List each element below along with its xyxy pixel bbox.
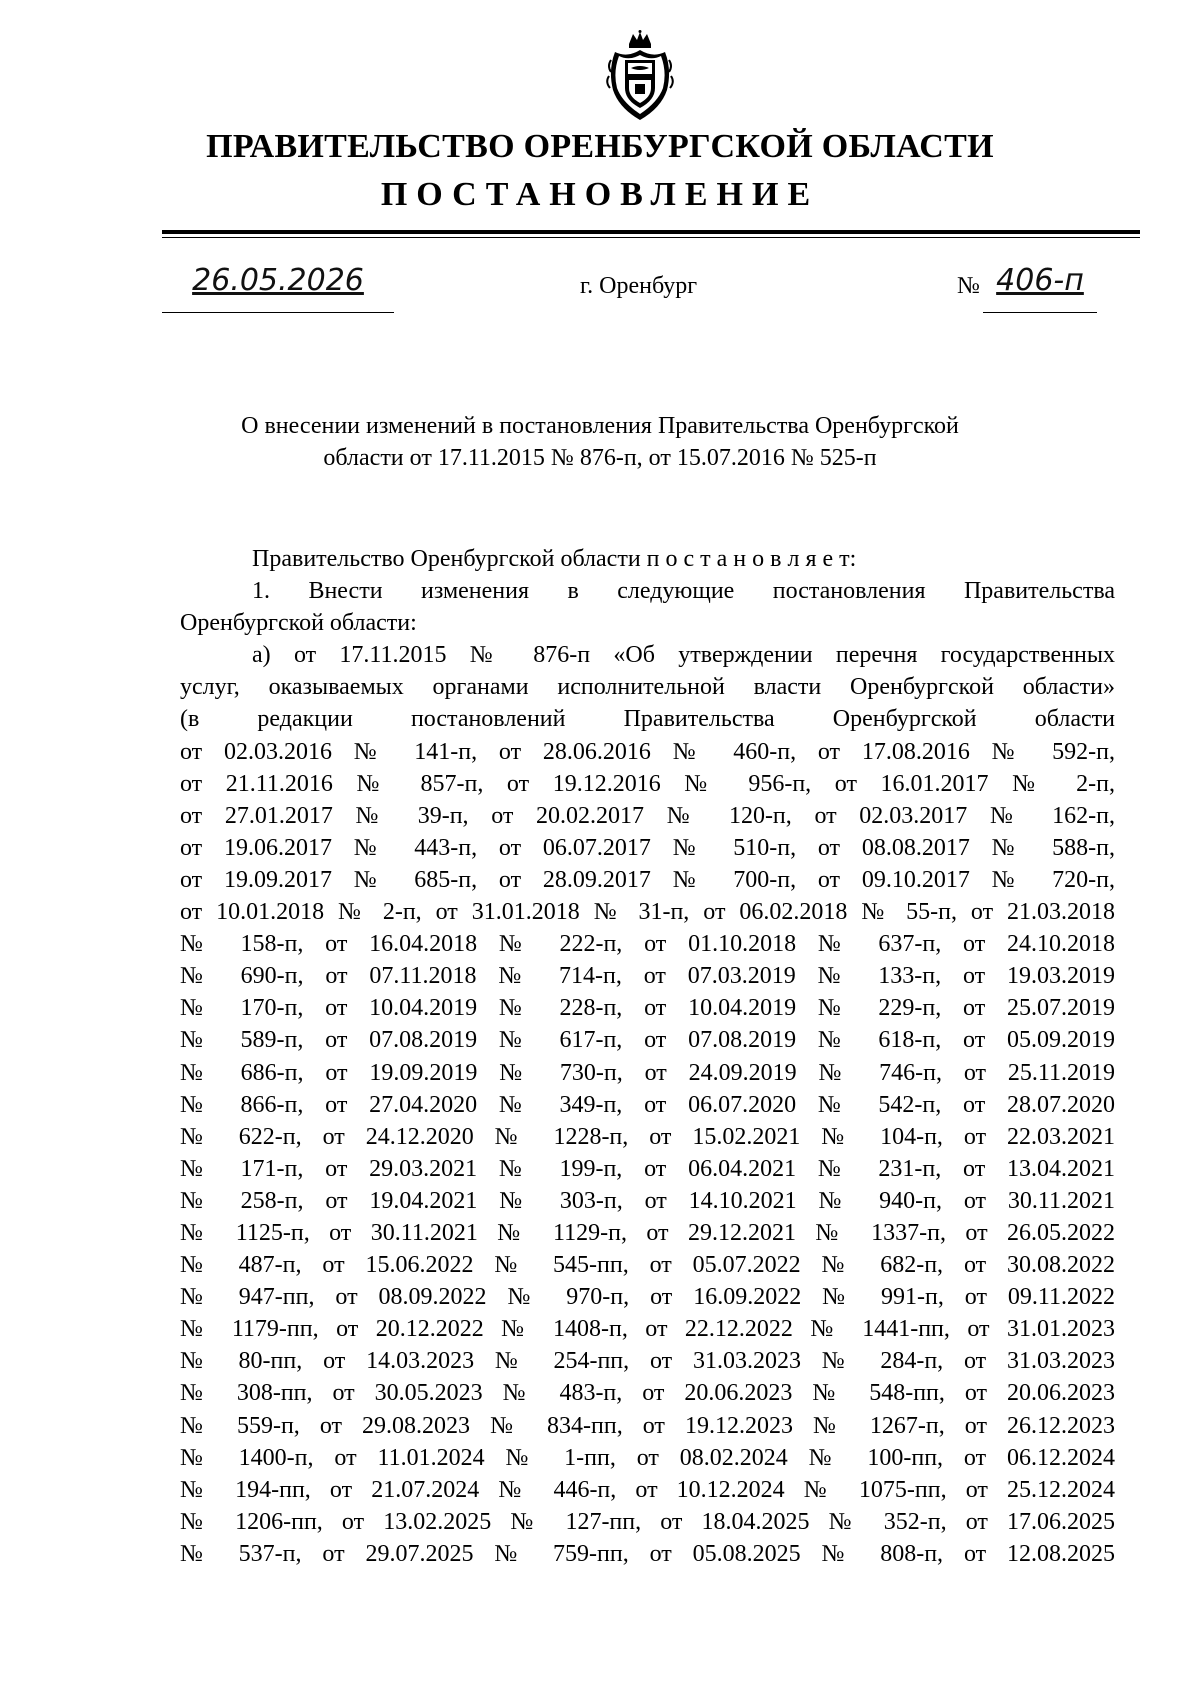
body-line: 1. Внести изменения в следующие постановления Правительства [252, 578, 1115, 605]
body-line: № 1206-пп, от 13.02.2025 № 127-пп, от 18.04.2025 № 352-п, от 17.06.2025 [180, 1508, 1115, 1535]
document-body [180, 543, 1115, 1570]
body-line: № 1400-п, от 11.01.2024 № 1-пп, от 08.02.2024 № 100-пп, от 06.12.2024 [180, 1444, 1115, 1471]
subject-line: О внесении изменений в постановления Правительства Оренбургской [241, 413, 959, 439]
government-name: ПРАВИТЕЛЬСТВО ОРЕНБУРГСКОЙ ОБЛАСТИ [206, 128, 994, 165]
body-line: № 171-п, от 29.03.2021 № 199-п, от 06.04.2021 № 231-п, от 13.04.2021 [180, 1155, 1115, 1182]
body-line: Правительство Оренбургской области п о с т а н о в л я е т: [252, 546, 857, 572]
body-line: от 10.01.2018 № 2-п, от 31.01.2018 № 31-п, от 06.02.2018 № 55-п, от 21.03.2018 [180, 899, 1115, 926]
body-line: № 866-п, от 27.04.2020 № 349-п, от 06.07.2020 № 542-п, от 28.07.2020 [180, 1091, 1115, 1118]
document-type: ПОСТАНОВЛЕНИЕ [380, 176, 820, 213]
body-line: № 1179-пп, от 20.12.2022 № 1408-п, от 22.12.2022 № 1441-пп, от 31.01.2023 [180, 1316, 1115, 1343]
body-line: от 21.11.2016 № 857-п, от 19.12.2016 № 956-п, от 16.01.2017 № 2-п, [180, 770, 1115, 797]
number-field [983, 252, 1097, 313]
body-line: № 1125-п, от 30.11.2021 № 1129-п, от 29.12.2021 № 1337-п, от 26.05.2022 [180, 1219, 1115, 1246]
body-line: № 622-п, от 24.12.2020 № 1228-п, от 15.02.2021 № 104-п, от 22.03.2021 [180, 1123, 1115, 1150]
body-line: № 258-п, от 19.04.2021 № 303-п, от 14.10.2021 № 940-п, от 30.11.2021 [180, 1187, 1115, 1214]
header-divider-thin [162, 237, 1140, 238]
body-line: а) от 17.11.2015 № 876-п «Об утверждении перечня государственных [252, 642, 1115, 669]
body-line: (в редакции постановлений Правительства Оренбургской области [180, 706, 1115, 733]
body-line: № 308-пп, от 30.05.2023 № 483-п, от 20.06.2023 № 548-пп, от 20.06.2023 [180, 1380, 1115, 1407]
subject-line: области от 17.11.2015 № 876-п, от 15.07.2016 № 525-п [323, 445, 877, 471]
coat-of-arms-icon [605, 30, 675, 122]
body-line: № 589-п, от 07.08.2019 № 617-п, от 07.08.2019 № 618-п, от 05.09.2019 [180, 1027, 1115, 1054]
body-line: № 170-п, от 10.04.2019 № 228-п, от 10.04.2019 № 229-п, от 25.07.2019 [180, 995, 1115, 1022]
body-line: № 158-п, от 16.04.2018 № 222-п, от 01.10.2018 № 637-п, от 24.10.2018 [180, 931, 1115, 958]
header-divider-thick [162, 230, 1140, 234]
handwritten-number: 406-п [996, 263, 1084, 298]
body-line: от 19.09.2017 № 685-п, от 28.09.2017 № 700-п, от 09.10.2017 № 720-п, [180, 866, 1115, 893]
body-line: № 947-пп, от 08.09.2022 № 970-п, от 16.09.2022 № 991-п, от 09.11.2022 [180, 1284, 1115, 1311]
body-line: от 02.03.2016 № 141-п, от 28.06.2016 № 460-п, от 17.08.2016 № 592-п, [180, 738, 1115, 765]
document-subject [0, 410, 1200, 474]
body-line: № 537-п, от 29.07.2025 № 759-пп, от 05.08.2025 № 808-п, от 12.08.2025 [180, 1540, 1115, 1567]
city-label: г. Оренбург [580, 273, 698, 299]
body-line: № 194-пп, от 21.07.2024 № 446-п, от 10.12.2024 № 1075-пп, от 25.12.2024 [180, 1476, 1115, 1503]
body-line: услуг, оказываемых органами исполнительной власти Оренбургской области» [180, 674, 1115, 701]
body-line: № 686-п, от 19.09.2019 № 730-п, от 24.09.2019 № 746-п, от 25.11.2019 [180, 1059, 1115, 1086]
body-line: № 80-пп, от 14.03.2023 № 254-пп, от 31.03.2023 № 284-п, от 31.03.2023 [180, 1348, 1115, 1375]
body-line: от 19.06.2017 № 443-п, от 06.07.2017 № 510-п, от 08.08.2017 № 588-п, [180, 834, 1115, 861]
date-field [162, 252, 394, 313]
number-sign: № [957, 273, 980, 299]
body-line: № 559-п, от 29.08.2023 № 834-пп, от 19.12.2023 № 1267-п, от 26.12.2023 [180, 1412, 1115, 1439]
body-line: № 487-п, от 15.06.2022 № 545-пп, от 05.07.2022 № 682-п, от 30.08.2022 [180, 1252, 1115, 1279]
body-line: от 27.01.2017 № 39-п, от 20.02.2017 № 120-п, от 02.03.2017 № 162-п, [180, 802, 1115, 829]
body-line: № 690-п, от 07.11.2018 № 714-п, от 07.03.2019 № 133-п, от 19.03.2019 [180, 963, 1115, 990]
handwritten-date: 26.05.2026 [192, 263, 364, 298]
body-line: Оренбургской области: [180, 610, 417, 637]
